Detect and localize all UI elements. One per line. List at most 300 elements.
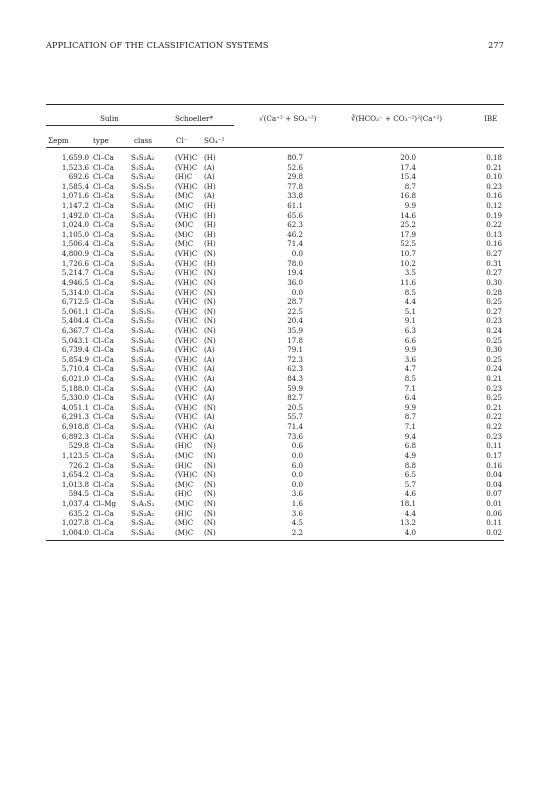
cell-ratio-hco3-co3-ca: 6.4 <box>404 393 416 403</box>
cell-so4: (N) <box>204 489 216 499</box>
cell-class: S₁S₂A₂ <box>131 393 155 403</box>
cell-so4: (N) <box>204 460 216 470</box>
cell-so4: (H) <box>204 220 216 230</box>
cell-epm: 6,291.3 <box>61 412 89 422</box>
cell-type: Cl–Ca <box>93 518 114 528</box>
cell-type: Cl–Ca <box>93 201 114 211</box>
cell-class: S₁S₂A₂ <box>131 345 155 355</box>
cell-class: S₁S₂A₂ <box>131 153 155 162</box>
cell-ibe: 0.23 <box>486 316 502 326</box>
cell-ratio-ca-so4: 55.7 <box>287 412 303 422</box>
cell-type: Cl–Ca <box>93 325 114 335</box>
cell-ibe: 0.12 <box>486 201 502 211</box>
cell-ratio-ca-so4: 0.0 <box>291 450 303 460</box>
cell-type: Cl–Ca <box>93 383 114 393</box>
cell-so4: (N) <box>204 287 216 297</box>
cell-ratio-hco3-co3-ca: 7.1 <box>404 383 416 393</box>
cell-ratio-hco3-co3-ca: 17.9 <box>400 229 416 239</box>
cell-so4: (A) <box>204 364 215 374</box>
table-row <box>46 316 504 326</box>
cell-ratio-ca-so4: 73.6 <box>287 431 303 441</box>
cell-type: Cl–Ca <box>93 508 114 518</box>
table-row <box>46 374 504 384</box>
cell-epm: 4,800.9 <box>61 249 89 259</box>
cell-class: S₁S₂A₂ <box>131 220 155 230</box>
cell-ratio-hco3-co3-ca: 6.3 <box>404 325 416 335</box>
cell-ratio-ca-so4: 17.8 <box>287 335 303 345</box>
cell-cl: (VH)C <box>175 345 198 355</box>
cell-class: S₁S₂A₂ <box>131 479 155 489</box>
cell-class: S₁S₂A₂ <box>131 402 155 412</box>
cell-cl: (M)C <box>175 220 194 230</box>
cell-ratio-ca-so4: 22.5 <box>287 306 303 316</box>
cell-type: Cl–Ca <box>93 306 114 316</box>
cell-type: Cl–Ca <box>93 374 114 384</box>
cell-cl: (VH)C <box>175 162 198 172</box>
cell-ratio-ca-so4: 71.4 <box>287 422 303 432</box>
cell-epm: 529.8 <box>68 441 89 451</box>
cell-ratio-hco3-co3-ca: 4.0 <box>404 527 416 537</box>
cell-epm: 6,712.5 <box>61 297 89 307</box>
cell-cl: (VH)C <box>175 153 198 162</box>
cell-cl: (VH)C <box>175 181 198 191</box>
cell-ratio-ca-so4: 78.0 <box>287 258 303 268</box>
data-table <box>46 104 504 541</box>
cell-ratio-hco3-co3-ca: 4.4 <box>404 508 416 518</box>
cell-so4: (A) <box>204 172 215 182</box>
cell-ibe: 0.30 <box>486 277 502 287</box>
cell-ibe: 0.13 <box>486 229 502 239</box>
cell-ratio-ca-so4: 79.1 <box>287 345 303 355</box>
cell-epm: 1,147.2 <box>61 201 89 211</box>
cell-cl: (VH)C <box>175 306 198 316</box>
cell-class: S₁S₂A₂ <box>131 191 155 201</box>
cell-class: S₁S₂A₂ <box>131 412 155 422</box>
cell-cl: (M)C <box>175 479 194 489</box>
col-header-class: class <box>134 136 152 145</box>
cell-type: Cl–Ca <box>93 364 114 374</box>
cell-ibe: 0.22 <box>486 422 502 432</box>
cell-epm: 5,330.0 <box>61 393 89 403</box>
table-row <box>46 518 504 528</box>
table-row <box>46 172 504 182</box>
cell-class: S₁S₂A₂ <box>131 297 155 307</box>
table-row <box>46 412 504 422</box>
header-bottom-rule <box>46 147 504 148</box>
cell-cl: (VH)C <box>175 364 198 374</box>
cell-ibe: 0.24 <box>486 364 502 374</box>
cell-class: S₁S₂A₂ <box>131 162 155 172</box>
cell-ratio-ca-so4: 80.7 <box>287 153 303 162</box>
cell-class: S₁S₂A₂ <box>131 268 155 278</box>
cell-so4: (A) <box>204 383 215 393</box>
cell-epm: 635.2 <box>68 508 89 518</box>
cell-ibe: 0.02 <box>486 527 502 537</box>
cell-type: Cl–Ca <box>93 181 114 191</box>
cell-so4: (N) <box>204 316 216 326</box>
cell-ratio-ca-so4: 59.9 <box>287 383 303 393</box>
cell-type: Cl–Ca <box>93 287 114 297</box>
running-title: APPLICATION OF THE CLASSIFICATION SYSTEMS <box>46 40 269 50</box>
cell-ibe: 0.10 <box>486 172 502 182</box>
cell-cl: (VH)C <box>175 402 198 412</box>
cell-cl: (M)C <box>175 450 194 460</box>
cell-ratio-hco3-co3-ca: 6.8 <box>404 441 416 451</box>
cell-type: Cl–Ca <box>93 239 114 249</box>
cell-ratio-hco3-co3-ca: 4.6 <box>404 489 416 499</box>
cell-class: S₁S₂A₂ <box>131 325 155 335</box>
table-row <box>46 480 504 490</box>
col-header-epm: Σepm <box>48 136 69 145</box>
cell-epm: 5,710.4 <box>61 364 89 374</box>
cell-epm: 1,004.0 <box>61 527 89 537</box>
cell-ibe: 0.31 <box>486 258 502 268</box>
cell-epm: 4,946.5 <box>61 277 89 287</box>
cell-cl: (H)C <box>175 508 193 518</box>
cell-class: S₁S₂A₂ <box>131 258 155 268</box>
cell-ratio-ca-so4: 0.6 <box>291 441 303 451</box>
cell-ratio-ca-so4: 29.8 <box>287 172 303 182</box>
cell-ratio-hco3-co3-ca: 16.8 <box>400 191 416 201</box>
col-header-type: type <box>93 136 109 145</box>
cell-so4: (A) <box>204 345 215 355</box>
cell-class: S₁S₂A₂ <box>131 287 155 297</box>
table-row <box>46 355 504 365</box>
cell-class: S₁S₂A₂ <box>131 277 155 287</box>
page-number: 277 <box>488 40 504 50</box>
cell-type: Cl–Ca <box>93 220 114 230</box>
cell-ratio-ca-so4: 65.6 <box>287 210 303 220</box>
cell-cl: (H)C <box>175 441 193 451</box>
cell-type: Cl–Ca <box>93 335 114 345</box>
cell-ratio-hco3-co3-ca: 9.9 <box>404 345 416 355</box>
cell-type: Cl–Ca <box>93 470 114 480</box>
cell-epm: 1,105.0 <box>61 229 89 239</box>
cell-type: Cl–Ca <box>93 479 114 489</box>
cell-ratio-ca-so4: 36.0 <box>287 277 303 287</box>
cell-epm: 594.5 <box>68 489 89 499</box>
cell-so4: (N) <box>204 335 216 345</box>
cell-epm: 1,071.6 <box>61 191 89 201</box>
table-row <box>46 489 504 499</box>
cell-class: S₁S₂A₂ <box>131 431 155 441</box>
cell-type: Cl–Ca <box>93 249 114 259</box>
cell-class: S₁S₂S₃ <box>131 306 155 316</box>
cell-class: S₁S₂A₂ <box>131 441 155 451</box>
table-row <box>46 297 504 307</box>
cell-so4: (N) <box>204 508 216 518</box>
cell-type: Cl–Ca <box>93 258 114 268</box>
cell-ibe: 0.21 <box>486 162 502 172</box>
cell-epm: 1,585.4 <box>61 181 89 191</box>
cell-ibe: 0.04 <box>486 479 502 489</box>
cell-ratio-ca-so4: 82.7 <box>287 393 303 403</box>
cell-ibe: 0.16 <box>486 239 502 249</box>
cell-cl: (VH)C <box>175 422 198 432</box>
cell-cl: (VH)C <box>175 268 198 278</box>
cell-cl: (M)C <box>175 498 194 508</box>
cell-class: S₁S₂A₂ <box>131 518 155 528</box>
cell-ibe: 0.06 <box>486 508 502 518</box>
cell-ratio-ca-so4: 3.6 <box>291 508 303 518</box>
cell-ratio-hco3-co3-ca: 3.5 <box>404 268 416 278</box>
cell-ibe: 0.27 <box>486 268 502 278</box>
cell-so4: (N) <box>204 470 216 480</box>
cell-epm: 1,013.8 <box>61 479 89 489</box>
cell-class: S₁S₂A₂ <box>131 450 155 460</box>
cell-ratio-hco3-co3-ca: 5.1 <box>404 306 416 316</box>
cell-cl: (VH)C <box>175 258 198 268</box>
cell-epm: 4,051.1 <box>61 402 89 412</box>
cell-ratio-ca-so4: 6.0 <box>291 460 303 470</box>
cell-epm: 5,214.7 <box>61 268 89 278</box>
table-row <box>46 307 504 317</box>
cell-ratio-ca-so4: 0.0 <box>291 470 303 480</box>
table-body <box>46 153 504 537</box>
cell-ibe: 0.24 <box>486 325 502 335</box>
cell-type: Cl–Ca <box>93 431 114 441</box>
col-header-so4: SO₄⁻² <box>204 136 225 145</box>
cell-so4: (A) <box>204 162 215 172</box>
cell-type: Cl–Ca <box>93 210 114 220</box>
cell-ibe: 0.23 <box>486 181 502 191</box>
table-row <box>46 278 504 288</box>
cell-ratio-ca-so4: 62.3 <box>287 220 303 230</box>
cell-class: S₁S₂A₂ <box>131 335 155 345</box>
cell-epm: 692.6 <box>68 172 89 182</box>
table-row <box>46 345 504 355</box>
cell-so4: (H) <box>204 153 216 162</box>
cell-class: S₁S₂A₂ <box>131 460 155 470</box>
table-row <box>46 153 504 163</box>
cell-cl: (M)C <box>175 518 194 528</box>
cell-ratio-hco3-co3-ca: 52.5 <box>400 239 416 249</box>
cell-type: Cl–Ca <box>93 527 114 537</box>
running-head <box>46 40 504 50</box>
cell-ibe: 0.11 <box>486 518 502 528</box>
cell-ratio-ca-so4: 20.4 <box>287 316 303 326</box>
cell-cl: (VH)C <box>175 210 198 220</box>
cell-so4: (N) <box>204 325 216 335</box>
cell-type: Cl–Ca <box>93 297 114 307</box>
cell-type: Cl–Ca <box>93 229 114 239</box>
cell-ibe: 0.23 <box>486 383 502 393</box>
cell-epm: 5,061.1 <box>61 306 89 316</box>
table-row <box>46 461 504 471</box>
cell-ratio-hco3-co3-ca: 9.9 <box>404 402 416 412</box>
table-row <box>46 470 504 480</box>
cell-type: Cl–Ca <box>93 402 114 412</box>
cell-so4: (H) <box>204 229 216 239</box>
cell-ratio-ca-so4: 35.9 <box>287 325 303 335</box>
cell-type: Cl–Ca <box>93 489 114 499</box>
table-row <box>46 364 504 374</box>
cell-cl: (VH)C <box>175 335 198 345</box>
cell-type: Cl–Ca <box>93 153 114 162</box>
header-sub-rule <box>46 125 234 126</box>
cell-type: Cl–Ca <box>93 162 114 172</box>
cell-type: Cl–Ca <box>93 191 114 201</box>
cell-epm: 1,523.6 <box>61 162 89 172</box>
table-row <box>46 451 504 461</box>
table-row <box>46 211 504 221</box>
cell-ratio-ca-so4: 0.0 <box>291 249 303 259</box>
table-row <box>46 220 504 230</box>
cell-ratio-ca-so4: 0.0 <box>291 479 303 489</box>
cell-so4: (N) <box>204 498 216 508</box>
cell-ratio-ca-so4: 72.3 <box>287 354 303 364</box>
cell-cl: (H)C <box>175 460 193 470</box>
table-row <box>46 163 504 173</box>
cell-cl: (VH)C <box>175 287 198 297</box>
cell-ratio-hco3-co3-ca: 8.8 <box>404 460 416 470</box>
cell-type: Cl–Ca <box>93 345 114 355</box>
cell-cl: (M)C <box>175 239 194 249</box>
cell-ratio-ca-so4: 3.6 <box>291 489 303 499</box>
cell-epm: 5,188.0 <box>61 383 89 393</box>
cell-ratio-hco3-co3-ca: 4.7 <box>404 364 416 374</box>
cell-class: S₁S₂A₂ <box>131 229 155 239</box>
cell-epm: 6,367.7 <box>61 325 89 335</box>
cell-epm: 1,024.0 <box>61 220 89 230</box>
cell-ratio-hco3-co3-ca: 7.1 <box>404 422 416 432</box>
table-row <box>46 499 504 509</box>
cell-ibe: 0.28 <box>486 287 502 297</box>
cell-ratio-hco3-co3-ca: 10.2 <box>400 258 416 268</box>
cell-epm: 6,918.8 <box>61 422 89 432</box>
table-row <box>46 441 504 451</box>
header-ibe: IBE <box>484 114 498 123</box>
header-ratio-hco3-co3-ca: ∛(HCO₃⁻ + CO₃⁻²)²(Ca⁺²) <box>351 114 443 123</box>
cell-cl: (VH)C <box>175 470 198 480</box>
cell-cl: (VH)C <box>175 383 198 393</box>
cell-so4: (A) <box>204 431 215 441</box>
table-row <box>46 182 504 192</box>
cell-ibe: 0.16 <box>486 191 502 201</box>
col-header-cl: Cl⁻ <box>176 136 188 145</box>
cell-cl: (VH)C <box>175 325 198 335</box>
header-schoeller: Schoeller* <box>175 114 214 123</box>
table-row <box>46 422 504 432</box>
cell-so4: (A) <box>204 393 215 403</box>
table-row <box>46 336 504 346</box>
cell-ratio-hco3-co3-ca: 25.2 <box>400 220 416 230</box>
table-row <box>46 288 504 298</box>
cell-cl: (M)C <box>175 527 194 537</box>
cell-type: Cl–Ca <box>93 172 114 182</box>
cell-ratio-ca-so4: 1.6 <box>291 498 303 508</box>
table-row <box>46 528 504 538</box>
cell-ratio-hco3-co3-ca: 15.4 <box>400 172 416 182</box>
cell-class: S₁S₂S₃ <box>131 181 155 191</box>
cell-class: S₁S₂A₂ <box>131 239 155 249</box>
cell-ibe: 0.25 <box>486 393 502 403</box>
cell-ibe: 0.01 <box>486 498 502 508</box>
cell-so4: (H) <box>204 210 216 220</box>
table-bottom-rule <box>46 540 504 541</box>
table-row <box>46 384 504 394</box>
cell-ibe: 0.07 <box>486 489 502 499</box>
cell-type: Cl–Ca <box>93 422 114 432</box>
cell-ibe: 0.27 <box>486 306 502 316</box>
cell-ratio-hco3-co3-ca: 6.6 <box>404 335 416 345</box>
cell-so4: (N) <box>204 277 216 287</box>
cell-ratio-hco3-co3-ca: 5.7 <box>404 479 416 489</box>
table-row <box>46 249 504 259</box>
cell-class: S₁S₂A₂ <box>131 364 155 374</box>
cell-ibe: 0.25 <box>486 335 502 345</box>
cell-class: S₁S₂A₂ <box>131 172 155 182</box>
cell-epm: 726.2 <box>68 460 89 470</box>
cell-ratio-ca-so4: 2.2 <box>291 527 303 537</box>
table-row <box>46 509 504 519</box>
cell-class: S₁S₂A₂ <box>131 489 155 499</box>
cell-so4: (A) <box>204 412 215 422</box>
cell-epm: 5,854.9 <box>61 354 89 364</box>
cell-ratio-hco3-co3-ca: 11.6 <box>400 277 416 287</box>
table-row <box>46 393 504 403</box>
cell-type: Cl–Ca <box>93 354 114 364</box>
cell-so4: (N) <box>204 450 216 460</box>
cell-ratio-ca-so4: 46.2 <box>287 229 303 239</box>
cell-class: S₁S₂A₂ <box>131 527 155 537</box>
cell-type: Cl–Ca <box>93 441 114 451</box>
cell-so4: (N) <box>204 518 216 528</box>
table-row <box>46 403 504 413</box>
table-row <box>46 259 504 269</box>
cell-cl: (H)C <box>175 172 193 182</box>
cell-ratio-ca-so4: 0.0 <box>291 287 303 297</box>
cell-ratio-ca-so4: 61.1 <box>287 201 303 211</box>
cell-cl: (M)C <box>175 191 194 201</box>
cell-epm: 1,492.0 <box>61 210 89 220</box>
cell-type: Cl–Ca <box>93 277 114 287</box>
cell-so4: (H) <box>204 201 216 211</box>
cell-ratio-hco3-co3-ca: 17.4 <box>400 162 416 172</box>
cell-ratio-hco3-co3-ca: 8.7 <box>404 181 416 191</box>
cell-cl: (VH)C <box>175 277 198 287</box>
cell-epm: 6,021.0 <box>61 374 89 384</box>
cell-ratio-hco3-co3-ca: 8.5 <box>404 287 416 297</box>
table-row <box>46 201 504 211</box>
group-header-row <box>46 105 504 135</box>
cell-ratio-ca-so4: 62.3 <box>287 364 303 374</box>
cell-ibe: 0.23 <box>486 431 502 441</box>
cell-ibe: 0.22 <box>486 412 502 422</box>
cell-ratio-hco3-co3-ca: 6.5 <box>404 470 416 480</box>
cell-epm: 5,043.1 <box>61 335 89 345</box>
header-ratio-ca-so4: √(Ca⁺² + SO₄⁻²) <box>259 114 317 123</box>
cell-ibe: 0.19 <box>486 210 502 220</box>
cell-ibe: 0.25 <box>486 354 502 364</box>
cell-ratio-hco3-co3-ca: 9.9 <box>404 201 416 211</box>
cell-epm: 1,506.4 <box>61 239 89 249</box>
column-header-row <box>46 135 504 147</box>
cell-so4: (N) <box>204 527 216 537</box>
cell-ibe: 0.04 <box>486 470 502 480</box>
cell-cl: (H)C <box>175 489 193 499</box>
cell-so4: (H) <box>204 181 216 191</box>
cell-ibe: 0.21 <box>486 402 502 412</box>
cell-cl: (VH)C <box>175 297 198 307</box>
cell-cl: (VH)C <box>175 393 198 403</box>
table-row <box>46 326 504 336</box>
cell-ratio-hco3-co3-ca: 9.4 <box>404 431 416 441</box>
cell-class: S₁S₂A₂ <box>131 374 155 384</box>
cell-epm: 1,654.2 <box>61 470 89 480</box>
cell-ratio-hco3-co3-ca: 8.5 <box>404 374 416 384</box>
cell-epm: 5,404.4 <box>61 316 89 326</box>
